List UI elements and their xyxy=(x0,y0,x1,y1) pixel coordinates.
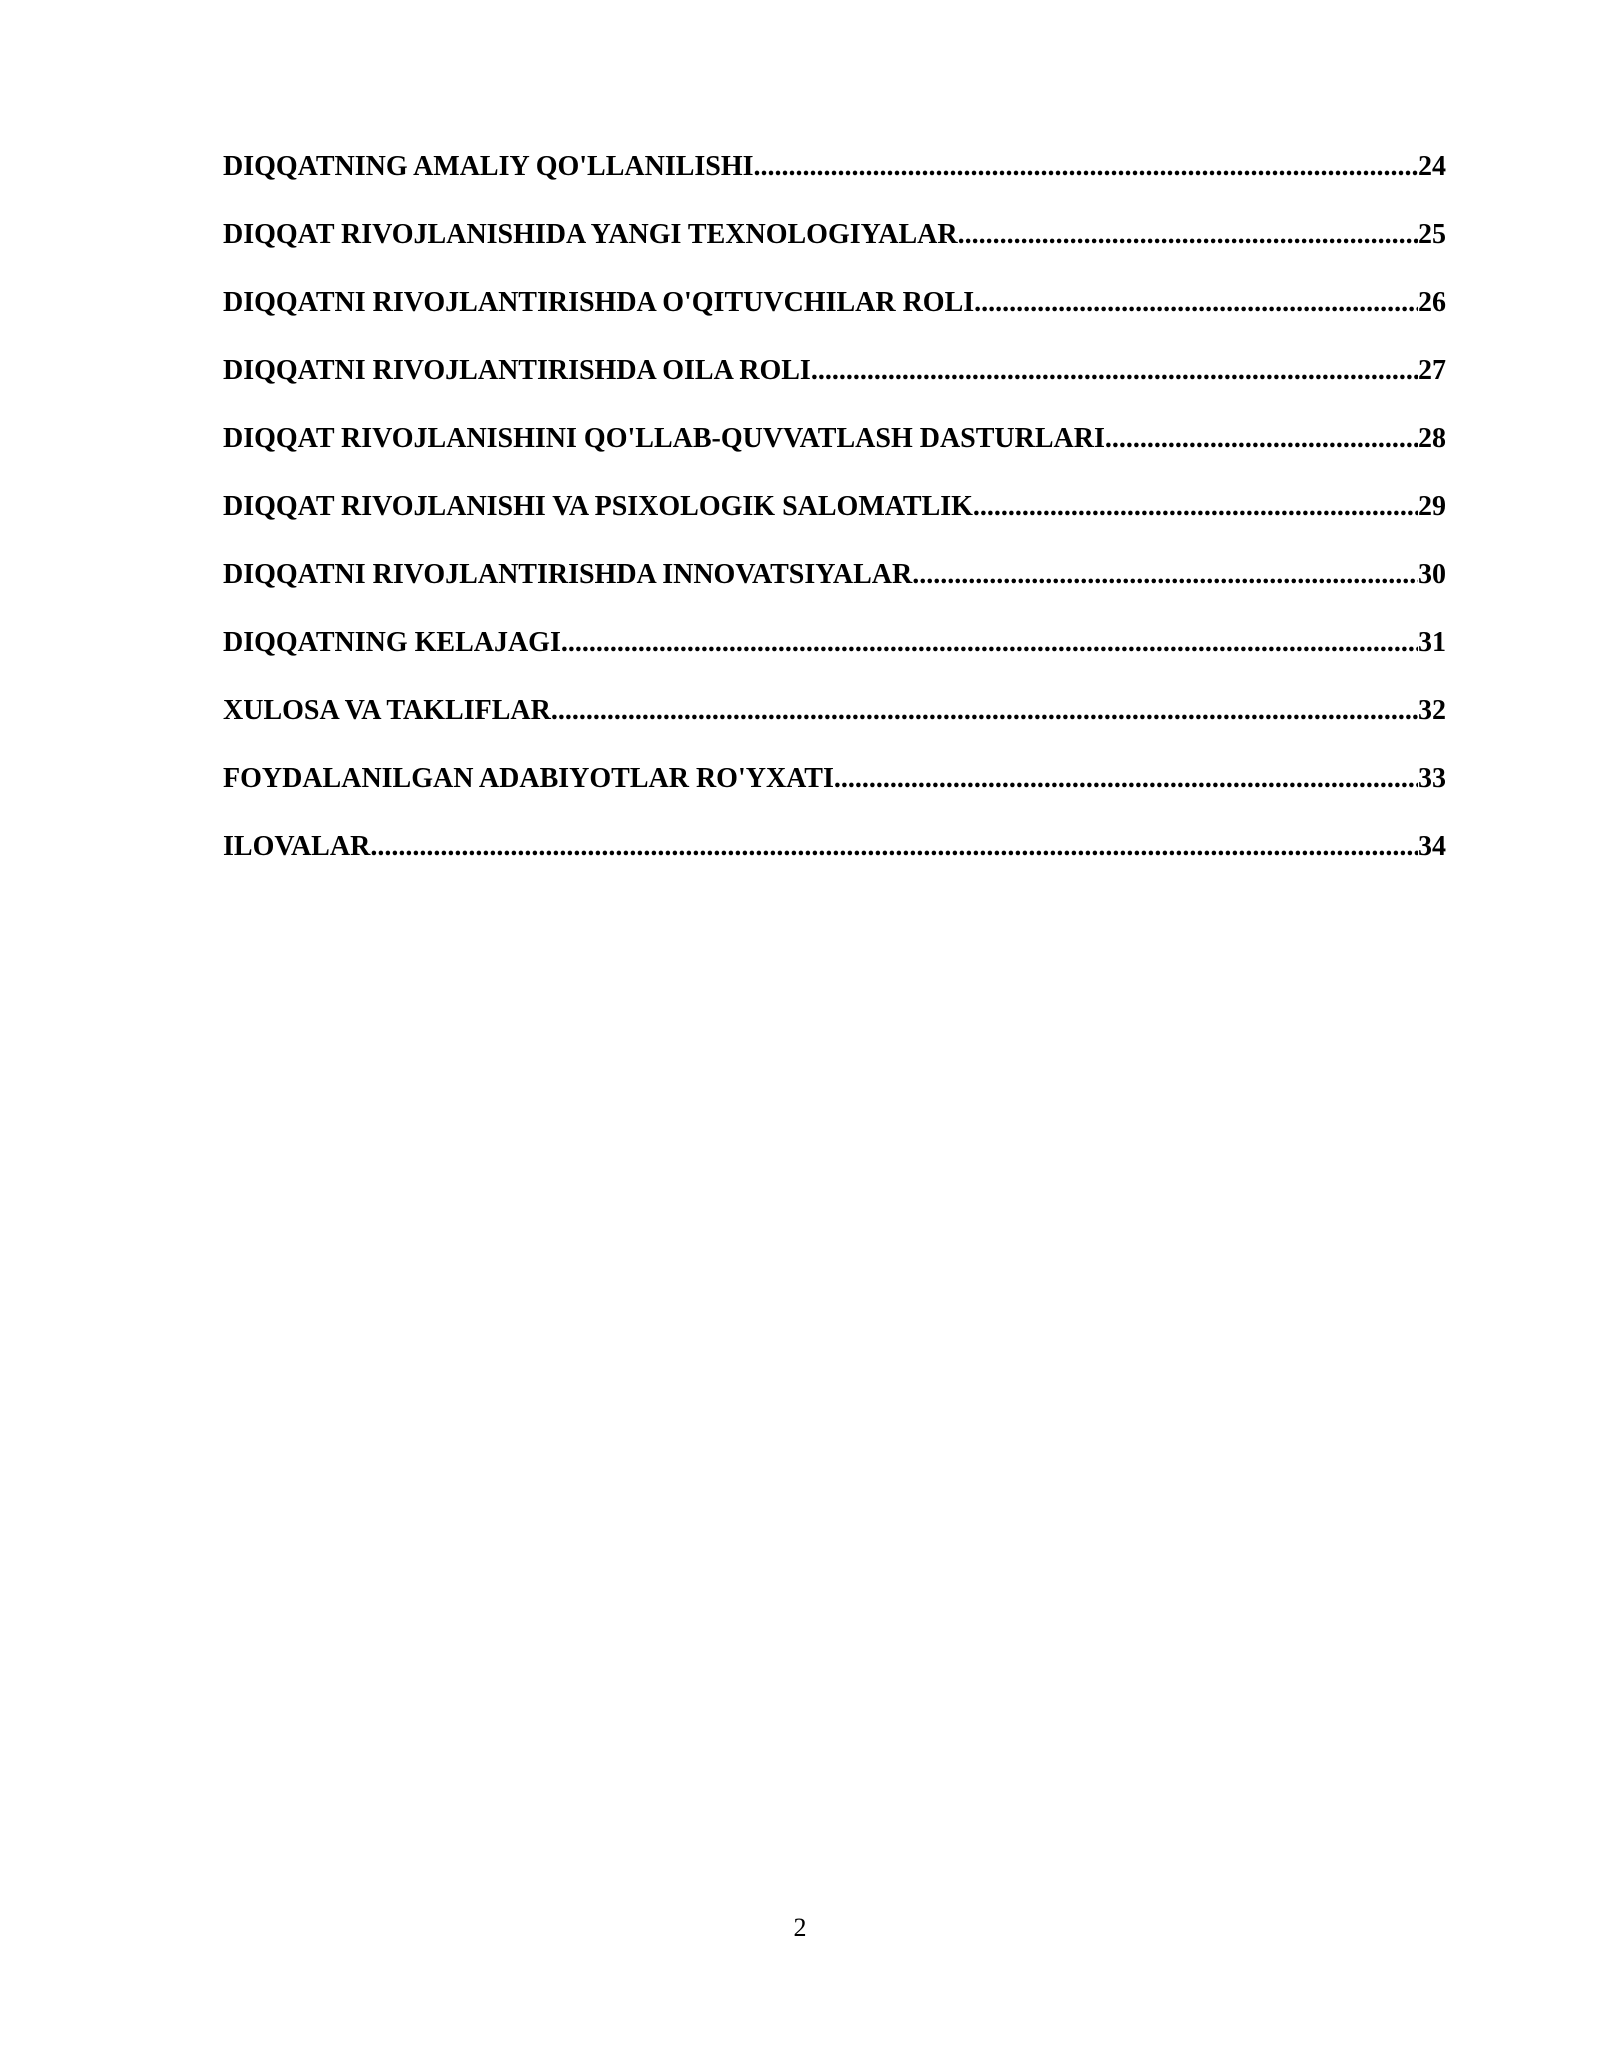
toc-dot-leader xyxy=(834,758,1418,800)
toc-entry-page: 27 xyxy=(1418,355,1446,386)
toc-entry-title: DIQQAT RIVOJLANISHINI QO'LLAB-QUVVATLASH DASTURLARI xyxy=(223,423,1105,454)
toc-entry-page: 29 xyxy=(1418,491,1446,522)
toc-dot-leader xyxy=(974,282,1418,324)
toc-entry-page: 24 xyxy=(1418,151,1446,182)
table-of-contents xyxy=(223,146,1446,894)
toc-entry-page: 33 xyxy=(1418,763,1446,794)
toc-entry-title: ILOVALAR xyxy=(223,831,371,862)
toc-entry[interactable] xyxy=(223,350,1446,418)
toc-dot-leader xyxy=(958,214,1418,256)
toc-entry[interactable] xyxy=(223,214,1446,282)
toc-entry[interactable] xyxy=(223,486,1446,554)
toc-entry-title: DIQQATNING KELAJAGI xyxy=(223,627,561,658)
toc-dot-leader xyxy=(754,146,1418,188)
toc-entry[interactable] xyxy=(223,418,1446,486)
toc-entry-title: DIQQATNI RIVOJLANTIRISHDA OILA ROLI xyxy=(223,355,811,386)
toc-dot-leader xyxy=(561,622,1418,664)
toc-dot-leader xyxy=(973,486,1418,528)
page-number: 2 xyxy=(793,1913,807,1942)
toc-entry[interactable] xyxy=(223,690,1446,758)
toc-entry-page: 30 xyxy=(1418,559,1446,590)
toc-dot-leader xyxy=(551,690,1418,732)
toc-entry-title: DIQQAT RIVOJLANISHI VA PSIXOLOGIK SALOMATLIK xyxy=(223,491,973,522)
toc-entry[interactable] xyxy=(223,826,1446,894)
toc-entry-page: 34 xyxy=(1418,831,1446,862)
toc-entry-page: 32 xyxy=(1418,695,1446,726)
toc-entry-page: 26 xyxy=(1418,287,1446,318)
toc-entry-title: DIQQATNI RIVOJLANTIRISHDA INNOVATSIYALAR xyxy=(223,559,913,590)
toc-entry[interactable] xyxy=(223,282,1446,350)
toc-dot-leader xyxy=(912,554,1418,596)
toc-entry[interactable] xyxy=(223,146,1446,214)
toc-entry[interactable] xyxy=(223,554,1446,622)
toc-entry-title: DIQQATNI RIVOJLANTIRISHDA O'QITUVCHILAR ROLI xyxy=(223,287,975,318)
toc-entry-title: DIQQATNING AMALIY QO'LLANILISHI xyxy=(223,151,754,182)
toc-entry-title: FOYDALANILGAN ADABIYOTLAR RO'YXATI xyxy=(223,763,834,794)
toc-entry-page: 25 xyxy=(1418,219,1446,250)
toc-entry-title: XULOSA VA TAKLIFLAR xyxy=(223,695,551,726)
toc-dot-leader xyxy=(370,826,1418,868)
toc-entry-title: DIQQAT RIVOJLANISHIDA YANGI TEXNOLOGIYALAR xyxy=(223,219,958,250)
toc-dot-leader xyxy=(811,350,1418,392)
toc-entry[interactable] xyxy=(223,758,1446,826)
toc-dot-leader xyxy=(1105,418,1418,460)
toc-entry-page: 31 xyxy=(1418,627,1446,658)
toc-entry-page: 28 xyxy=(1418,423,1446,454)
toc-entry[interactable] xyxy=(223,622,1446,690)
